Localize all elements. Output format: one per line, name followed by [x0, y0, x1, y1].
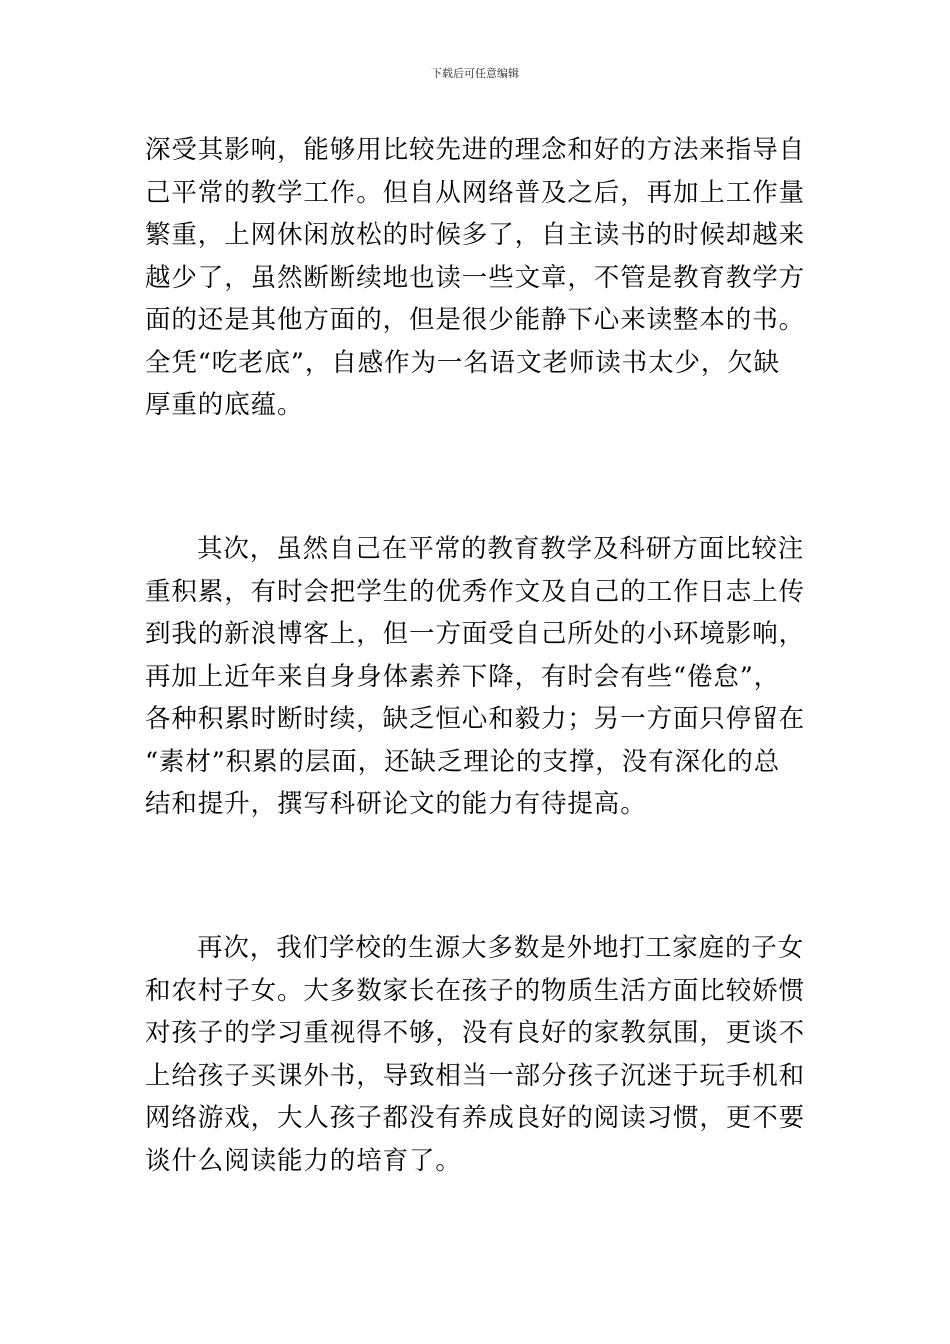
paragraph-1 — [145, 129, 810, 427]
text-line: 各种积累时断时续，缺乏恒心和毅力；另一方面只停留在 — [145, 704, 806, 734]
text-line: 繁重，上网休闲放松的时候多了，自主读书的时候却越来 — [145, 220, 806, 250]
text-line: 对孩子的学习重视得不够，没有良好的家教氛围，更谈不 — [145, 1018, 806, 1048]
text-line: 再加上近年来自身身体素养下降，有时会有些“倦怠”， — [145, 661, 781, 692]
text-line: 面的还是其他方面的，但是很少能静下心来读整本的书。 — [145, 305, 806, 335]
text-line: 己平常的教学工作。但自从网络普及之后，再加上工作量 — [145, 177, 806, 208]
text-line: 越少了，虽然断断续地也读一些文章，不管是教育教学方 — [145, 262, 806, 293]
text-line: 网络游戏，大人孩子都没有养成良好的阅读习惯，更不要 — [145, 1103, 806, 1133]
text-line: 谈什么阅读能力的培育了。 — [145, 1145, 462, 1176]
paragraph-2 — [145, 528, 810, 826]
paragraph-3 — [145, 927, 810, 1182]
text-line: 上给孩子买课外书，导致相当一部分孩子沉迷于玩手机和 — [145, 1060, 806, 1091]
text-line: “素材”积累的层面，还缺乏理论的支撑，没有深化的总 — [145, 746, 781, 777]
text-line: 重积累，有时会把学生的优秀作文及自己的工作日志上传 — [145, 576, 806, 607]
page-header: 下载后可任意编辑 — [431, 67, 519, 80]
text-line: 厚重的底蕴。 — [145, 390, 304, 420]
text-line: 和农村子女。大多数家长在孩子的物质生活方面比较娇惯 — [145, 975, 806, 1006]
text-line: 再次，我们学校的生源大多数是外地打工家庭的子女 — [197, 933, 805, 963]
text-line: 其次，虽然自己在平常的教育教学及科研方面比较注 — [197, 534, 805, 564]
text-line: 结和提升，撰写科研论文的能力有待提高。 — [145, 789, 647, 819]
text-line: 到我的新浪博客上，但一方面受自己所处的小环境影响， — [145, 619, 806, 649]
text-line: 深受其影响，能够用比较先进的理念和好的方法来指导自 — [145, 135, 806, 165]
text-line: 全凭“吃老底”，自感作为一名语文老师读书太少，欠缺 — [145, 347, 781, 378]
